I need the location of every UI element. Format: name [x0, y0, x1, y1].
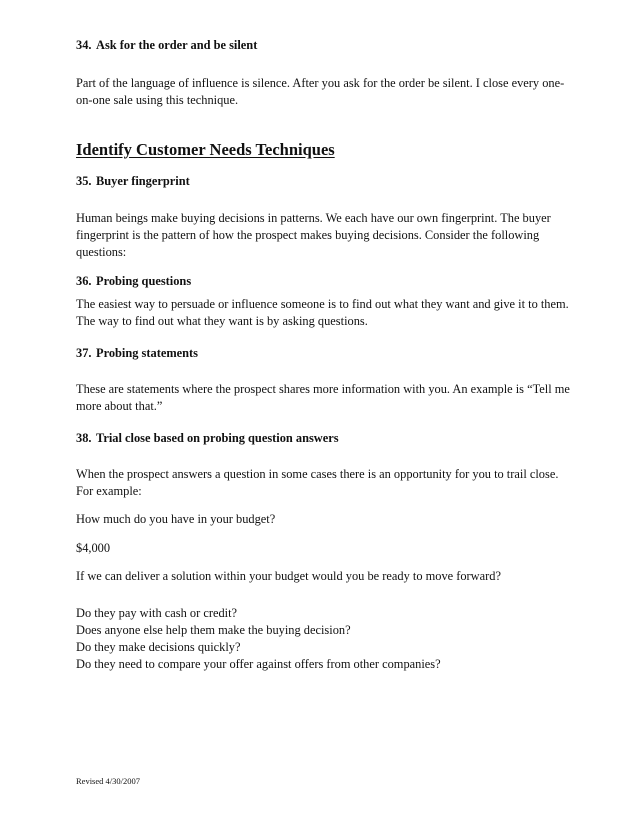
page-footer: Revised 4/30/2007: [76, 776, 140, 786]
section-36-body: The easiest way to persuade or influence someone is to find out what they want and give it to them. The way to find out what they want is by asking questions.: [76, 297, 569, 328]
section-35-heading: [76, 173, 576, 190]
section-34-body: Part of the language of influence is silence. After you ask for the order be silent. I close every one-on-one sale using this technique.: [76, 76, 565, 107]
section-38-body: When the prospect answers a question in some cases there is an opportunity for you to trail close. For example:: [76, 467, 559, 498]
list-item: Do they pay with cash or credit?: [76, 606, 238, 620]
section-36-heading: [76, 273, 576, 290]
section-37-title: Probing statements: [96, 346, 198, 360]
section-37-body: These are statements where the prospect shares more information with you. An example is “Tell me more about that.”: [76, 382, 570, 413]
section-34-title: Ask for the order and be silent: [96, 38, 258, 52]
section-37-heading: [76, 345, 576, 362]
section-38-number: 38.: [76, 431, 92, 445]
section-38-answer-1: $4,000: [76, 541, 111, 555]
section-38-question-list: [76, 605, 576, 673]
section-36-title: Probing questions: [96, 274, 192, 288]
category-heading: Identify Customer Needs Techniques: [76, 140, 335, 159]
list-item: Do they need to compare your offer against offers from other companies?: [76, 657, 441, 671]
section-36-number: 36.: [76, 274, 92, 288]
section-35-body: Human beings make buying decisions in patterns. We each have our own fingerprint. The buyer fingerprint is the pattern of how the prospect makes buying decisions. Consider the following questions:: [76, 211, 551, 259]
section-37-number: 37.: [76, 346, 92, 360]
section-35-number: 35.: [76, 174, 92, 188]
section-34-number: 34.: [76, 38, 92, 52]
section-38-question-2: If we can deliver a solution within your budget would you be ready to move forward?: [76, 569, 501, 583]
section-34-heading: [76, 37, 576, 54]
section-38-heading: [76, 430, 576, 447]
section-35-title: Buyer fingerprint: [96, 174, 190, 188]
section-38-question-1: How much do you have in your budget?: [76, 512, 276, 526]
section-38-title: Trial close based on probing question answers: [96, 431, 339, 445]
list-item: Do they make decisions quickly?: [76, 640, 241, 654]
list-item: Does anyone else help them make the buying decision?: [76, 623, 351, 637]
